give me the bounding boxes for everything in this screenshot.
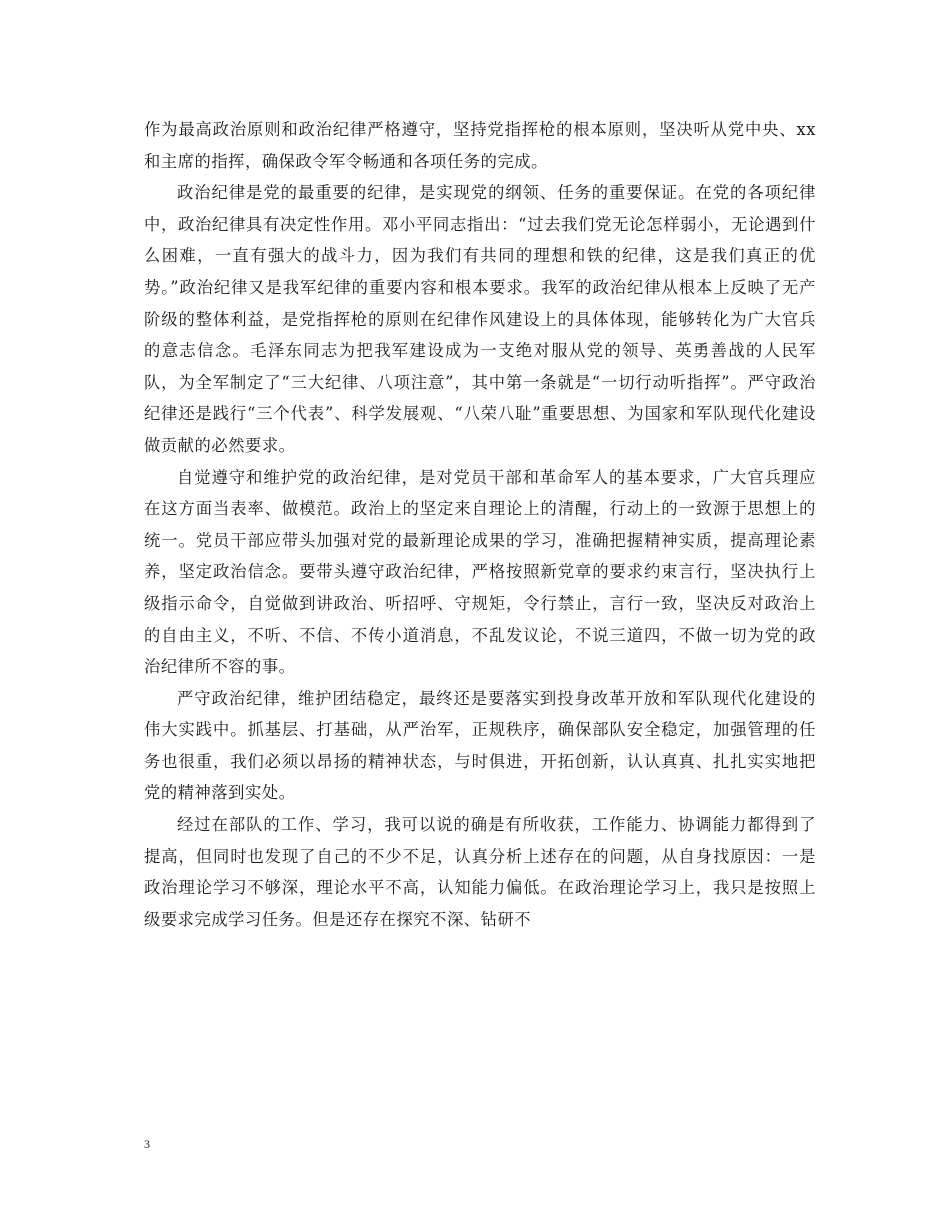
paragraph-5: 经过在部队的工作、学习，我可以说的确是有所收获，工作能力、协调能力都得到了提高，但同时也发现了自己的不少不足，认真分析上述存在的问题，从自身找原因：一是政治理论学习不够深，理论水平不高，认知能力偏低。在政治理论学习上，我只是按照上级要求完成学习任务。但是还存在探究不深、钻研不 [144, 815, 816, 929]
paragraph-2: 政治纪律是党的最重要的纪律，是实现党的纲领、任务的重要保证。在党的各项纪律中，政治纪律具有决定性作用。邓小平同志指出：“过去我们党无论怎样弱小，无论遇到什么困难，一直有强大的战斗力，因为我们有共同的理想和铁的纪律，这是我们真正的优势。”政治纪律又是我军纪律的重要内容和根本要求。我军的政治纪律从根本上反映了无产阶级的整体利益，是党指挥枪的原则在纪律作风建设上的具体体现，能够转化为广大官兵的意志信念。毛泽东同志为把我军建设成为一支绝对服从党的领导、英勇善战的人民军队，为全军制定了“三大纪律、八项注意”，其中第一条就是“一切行动听指挥”。严守政治纪律还是践行“三个代表”、科学发展观、“八荣八耻”重要思想、为国家和军队现代化建设做贡献的必然要求。 [144, 183, 816, 455]
page-number: 3 [144, 1137, 150, 1151]
paragraph-3: 自觉遵守和维护党的政治纪律，是对党员干部和革命军人的基本要求，广大官兵理应在这方面当表率、做模范。政治上的坚定来自理论上的清醒，行动上的一致源于思想上的统一。党员干部应带头加强对党的最新理论成果的学习，准确把握精神实质，提高理论素养，坚定政治信念。要带头遵守政治纪律，严格按照新党章的要求约束言行，坚决执行上级指示命令，自觉做到讲政治、听招呼、守规矩，令行禁止，言行一致，坚决反对政治上的自由主义，不听、不信、不传小道消息，不乱发议论，不说三道四，不做一切为党的政治纪律所不容的事。 [144, 467, 816, 677]
paragraph-4: 严守政治纪律，维护团结稳定，最终还是要落实到投身改革开放和军队现代化建设的伟大实践中。抓基层、打基础，从严治军，正规秩序，确保部队安全稳定，加强管理的任务也很重，我们必须以昂扬的精神状态，与时俱进，开拓创新，认认真真、扎扎实实地把党的精神落到实处。 [144, 688, 816, 803]
document-body [144, 114, 816, 935]
paragraph-1: 作为最高政治原则和政治纪律严格遵守，坚持党指挥枪的根本原则，坚决听从党中央、xx和主席的指挥，确保政令军令畅通和各项任务的完成。 [144, 120, 816, 171]
